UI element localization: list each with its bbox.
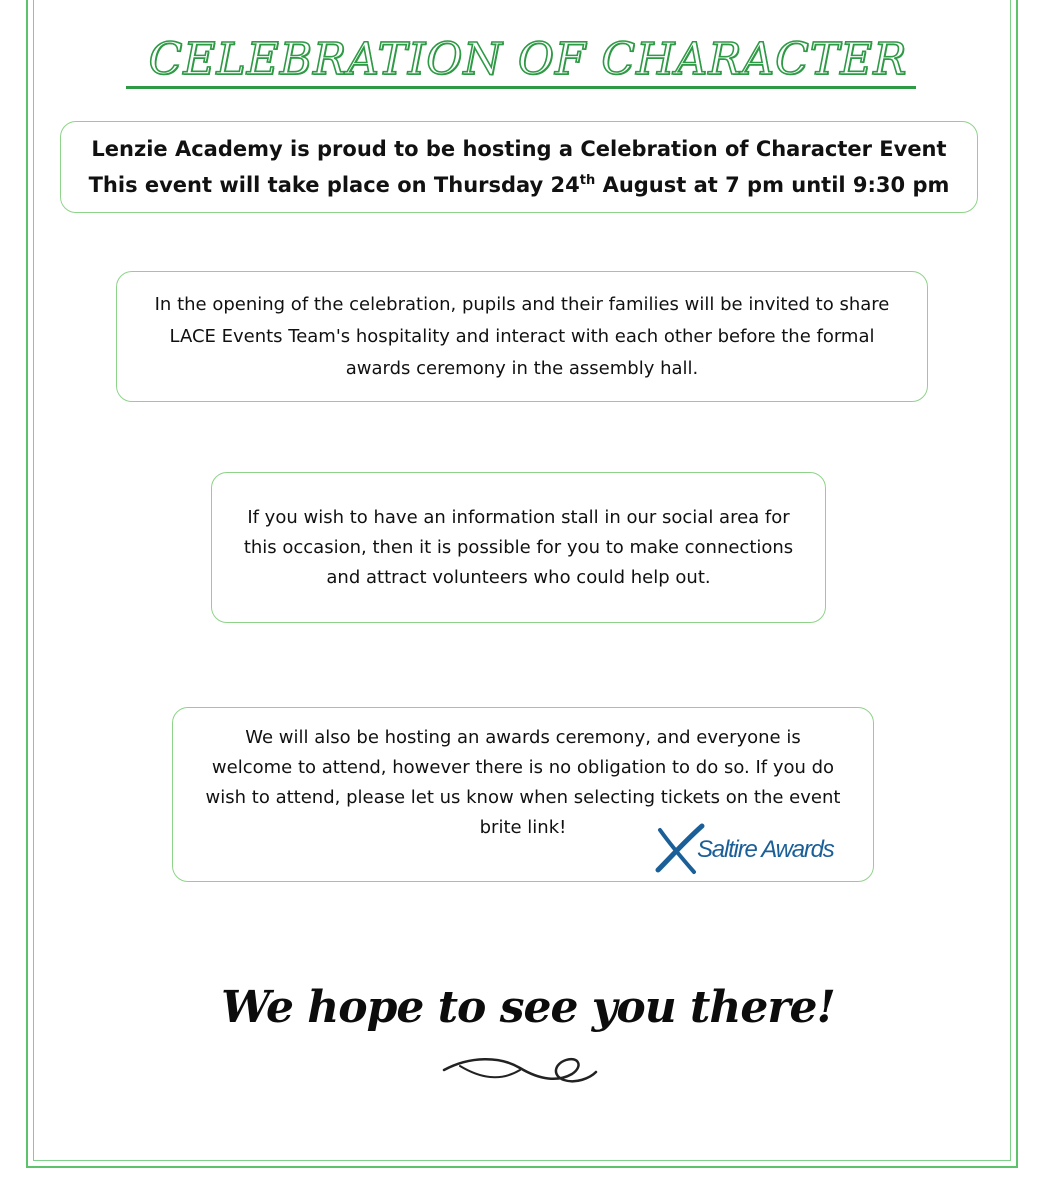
awards-info-text: We will also be hosting an awards ceremony, and everyone is welcome to attend, however there is no obligation to do so. If you do wish to attend, please let us know when selecting tickets on the event brite link! [205,726,841,838]
intro-box [60,121,978,213]
closing-message: We hope to see you there! [221,982,835,1033]
title-underline [126,86,916,89]
stall-info-box [211,472,826,623]
opening-info-text: In the opening of the celebration, pupils and their families will be invited to share LACE Events Team's hospitality and interact with each other before the formal awards ceremony in the assembly hall. [154,293,890,379]
saltire-awards-logo-text: Saltire Awards [697,836,834,863]
date-ordinal-suffix: th [579,173,596,188]
intro-line-1: Lenzie Academy is proud to be hosting a Celebration of Character Event [91,137,947,161]
intro-line-2 [89,165,950,201]
saltire-awards-logo [650,822,860,876]
intro-line-2-start: This event will take place on Thursday 24 [88,173,580,197]
intro-line-2-end: August at 7 pm until 9:30 pm [595,173,950,197]
decorative-flourish [440,1048,600,1088]
page-title: CELEBRATION OF CHARACTER [148,34,908,85]
stall-info-text: If you wish to have an information stall in our social area for this occasion, then it is possible for you to make connections and attract volunteers who could help out. [243,506,794,588]
opening-info-box [116,271,928,402]
intro-text [89,133,950,201]
